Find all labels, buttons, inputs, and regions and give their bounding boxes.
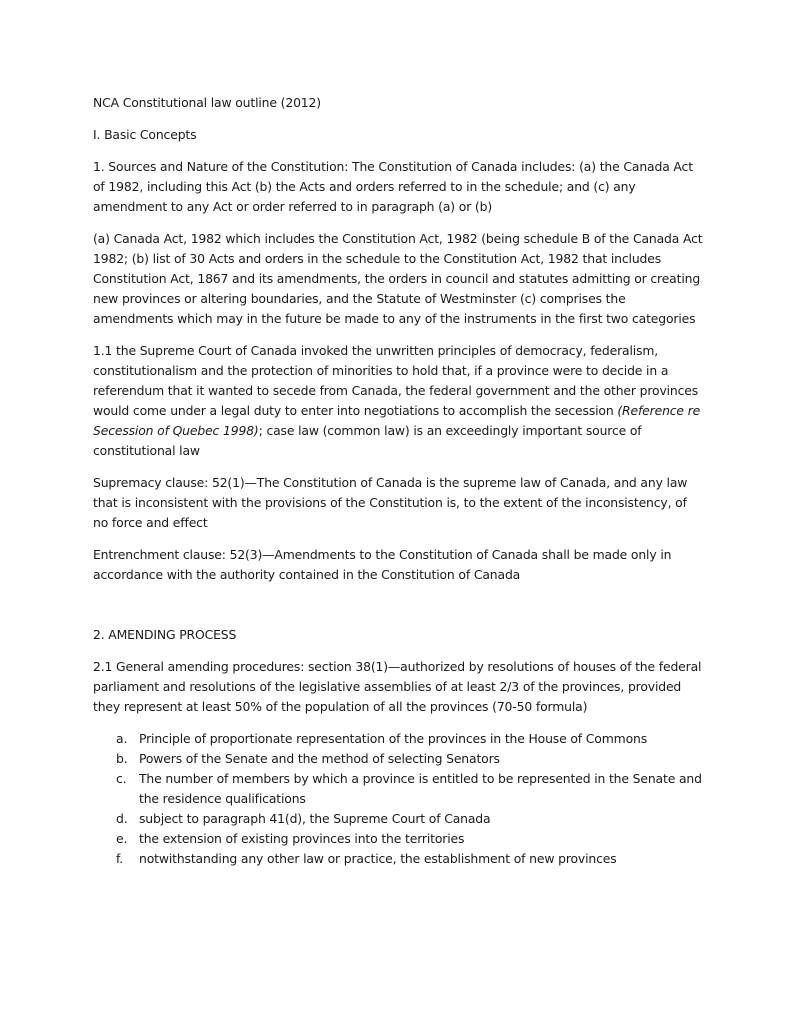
section-spacer [93,597,703,625]
list-item-text: Powers of the Senate and the method of selecting Senators [139,751,500,766]
section-heading-basic-concepts: I. Basic Concepts [93,127,197,142]
list-item [93,809,703,829]
document-page [93,93,703,869]
list-item [93,749,703,769]
list-marker: b. [116,751,128,766]
list-item-text: the extension of existing provinces into the territories [139,831,465,846]
list-item-text: notwithstanding any other law or practice, the establishment of new provinces [139,851,617,866]
list-item [93,729,703,749]
paragraph-general-amending: 2.1 General amending procedures: section 38(1)—authorized by resolutions of houses of the federal parliament and resolutions of the legislative assemblies of at least 2/3 of the provinces, provided they represent at least 50% of the population of all the provinces (70-50 formula) [93,659,702,714]
section-heading-amending-process: 2. AMENDING PROCESS [93,627,237,642]
list-item-text: The number of members by which a province is entitled to be represented in the Senate and the residence qualifications [139,771,702,806]
paragraph-entrenchment-clause: Entrenchment clause: 52(3)—Amendments to the Constitution of Canada shall be made only in accordance with the authority contained in the Constitution of Canada [93,547,672,582]
paragraph-supreme-court-text: 1.1 the Supreme Court of Canada invoked the unwritten principles of democracy, federalism, constitutionalism and the protection of minorities to hold that, if a province were to decide in a referendum that it wanted to secede from Canada, the federal government and the other provinces would come under a legal duty to enter into negotiations to accomplish the secession [93,343,699,418]
amending-list [93,729,703,869]
paragraph-supreme-court-tail: ; case law (common law) is an exceedingly important source of constitutional law [93,423,642,458]
list-marker: d. [116,811,128,826]
list-item [93,829,703,849]
case-citation: (Reference re Secession of Quebec 1998) [93,403,701,438]
list-marker: f. [116,851,124,866]
document-title: NCA Constitutional law outline (2012) [93,95,321,110]
list-item [93,849,703,869]
list-marker: a. [116,731,128,746]
paragraph-canada-act: (a) Canada Act, 1982 which includes the Constitution Act, 1982 (being schedule B of the Canada Act 1982; (b) list of 30 Acts and orders in the schedule to the Constitution Act, 1982 that includes Constitution Act, 1867 and its amendments, the orders in council and statutes admitting or creating new provinces or altering boundaries, and the Statute of Westminster (c) comprises the amendments which may in the future be made to any of the instruments in the first two categories [93,231,703,326]
paragraph-supremacy-clause: Supremacy clause: 52(1)—The Constitution of Canada is the supreme law of Canada, and any law that is inconsistent with the provisions of the Constitution is, to the extent of the inconsistency, of no force and effect [93,475,688,530]
list-item [93,769,703,809]
list-marker: c. [116,771,127,786]
list-item-text: subject to paragraph 41(d), the Supreme Court of Canada [139,811,491,826]
paragraph-supreme-court [93,341,703,461]
list-item-text: Principle of proportionate representation of the provinces in the House of Commons [139,731,648,746]
list-marker: e. [116,831,128,846]
paragraph-sources: 1. Sources and Nature of the Constitution: The Constitution of Canada includes: (a) the Canada Act of 1982, including this Act (b) the Acts and orders referred to in the schedule; and (c) any amendment to any Act or order referred to in paragraph (a) or (b) [93,159,693,214]
